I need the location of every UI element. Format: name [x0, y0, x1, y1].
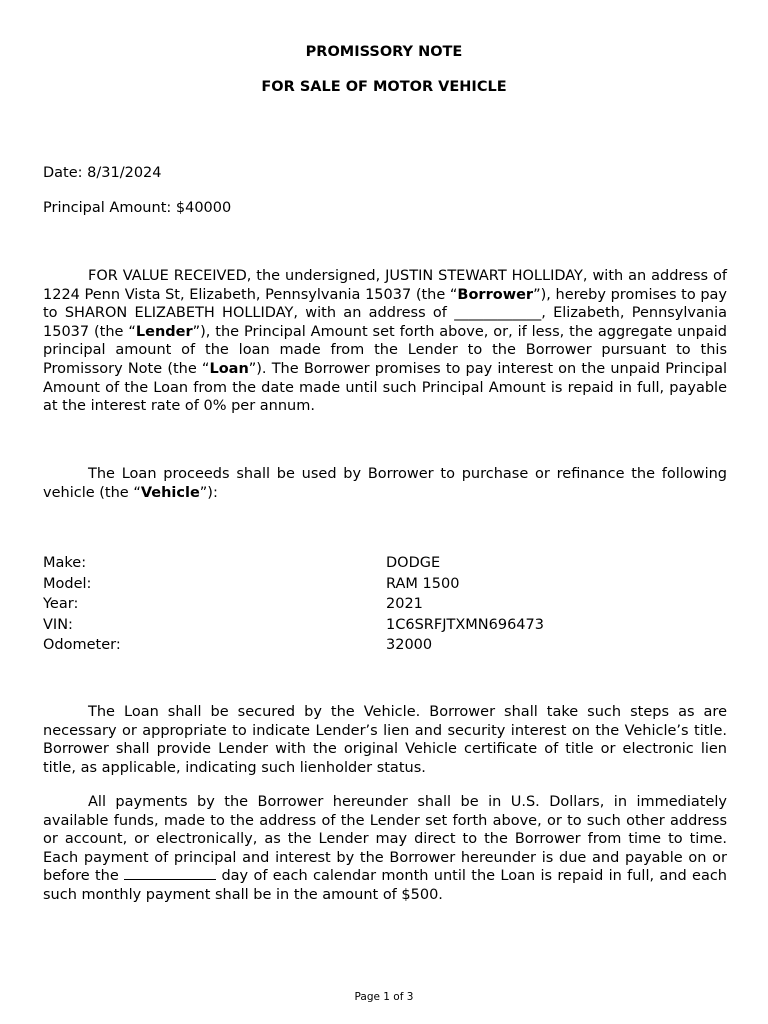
- defined-term-loan: Loan: [209, 360, 249, 377]
- paragraph-text: day of each calendar month until the Loan is repaid in full, and each such monthly payment shall be in the amount of $500.: [43, 868, 727, 903]
- vehicle-value: 1C6SRFJTXMN696473: [386, 616, 544, 633]
- paragraph-text: ”). The Borrower promises to pay interest on the unpaid Principal Amount of the Loan from the date made until such Principal Amount is repaid in full, payable at the interest rate of 0% per annum.: [43, 360, 727, 415]
- page-number: Page 1 of 3: [354, 991, 414, 1003]
- vehicle-row-year: [43, 594, 727, 615]
- vehicle-label: Model:: [43, 575, 92, 592]
- vehicle-label: Odometer:: [43, 637, 121, 654]
- paragraph-text: ”), hereby promises to pay to SHARON ELIZABETH HOLLIDAY, with an address of ____________, Elizabeth, Pennsylvania 15037 (the “: [43, 286, 727, 340]
- paragraph-text: ”), the Principal Amount set forth above, or, if less, the aggregate unpaid principal amount of the loan made from the Lender to the Borrower pursuant to this Promissory Note (the “: [43, 323, 727, 377]
- paragraph-text: The Loan proceeds shall be used by Borrower to purchase or refinance the following vehicle (the “: [43, 466, 727, 501]
- defined-term-borrower: Borrower: [457, 286, 534, 303]
- date-line: Date: 8/31/2024: [43, 165, 162, 181]
- vehicle-value: DODGE: [386, 555, 441, 571]
- paragraph-text: FOR VALUE RECEIVED, the undersigned, JUSTIN STEWART HOLLIDAY, with an address of 1224 Penn Vista St, Elizabeth, Pennsylvania 15037 (the “: [43, 268, 727, 303]
- vehicle-value: 32000: [386, 637, 433, 654]
- paragraph-value-received: [43, 267, 727, 416]
- vehicle-label: Year:: [43, 596, 79, 613]
- vehicle-row-model: [43, 574, 727, 595]
- vehicle-value: 2021: [386, 596, 423, 613]
- paragraph-text: All payments by the Borrower hereunder shall be in U.S. Dollars, in immediately available funds, made to the address of the Lender set forth above, or to such other address or account, or electronically, as the Lender may direct to the Borrower from time to time. Each payment of principal and interest by the Borrower hereunder is due and payable on or before the: [43, 794, 727, 885]
- defined-term-lender: Lender: [135, 323, 193, 340]
- defined-term-vehicle: Vehicle: [140, 484, 200, 501]
- vehicle-details: [43, 553, 727, 656]
- vehicle-label: VIN:: [43, 616, 73, 633]
- paragraph-security: The Loan shall be secured by the Vehicle. Borrower shall take such steps as are necessary or appropriate to indicate Lender’s lien and security interest on the Vehicle’s title. Borrower shall provide Lender with the original Vehicle certificate of title or electronic lien title, as applicable, indicating such lienholder status.: [43, 704, 727, 776]
- vehicle-row-vin: [43, 615, 727, 636]
- vehicle-row-odometer: [43, 635, 727, 656]
- vehicle-label: Make:: [43, 555, 87, 571]
- paragraph-loan-proceeds: [43, 465, 727, 502]
- paragraph-text: ”):: [199, 484, 218, 501]
- vehicle-row-make: [43, 553, 727, 574]
- document-subtitle: FOR SALE OF MOTOR VEHICLE: [261, 79, 507, 95]
- principal-amount-line: Principal Amount: $40000: [43, 200, 232, 216]
- paragraph-payments: [43, 793, 727, 905]
- blank-day-field: [124, 867, 216, 880]
- vehicle-value: RAM 1500: [386, 575, 460, 592]
- document-title: PROMISSORY NOTE: [305, 44, 463, 60]
